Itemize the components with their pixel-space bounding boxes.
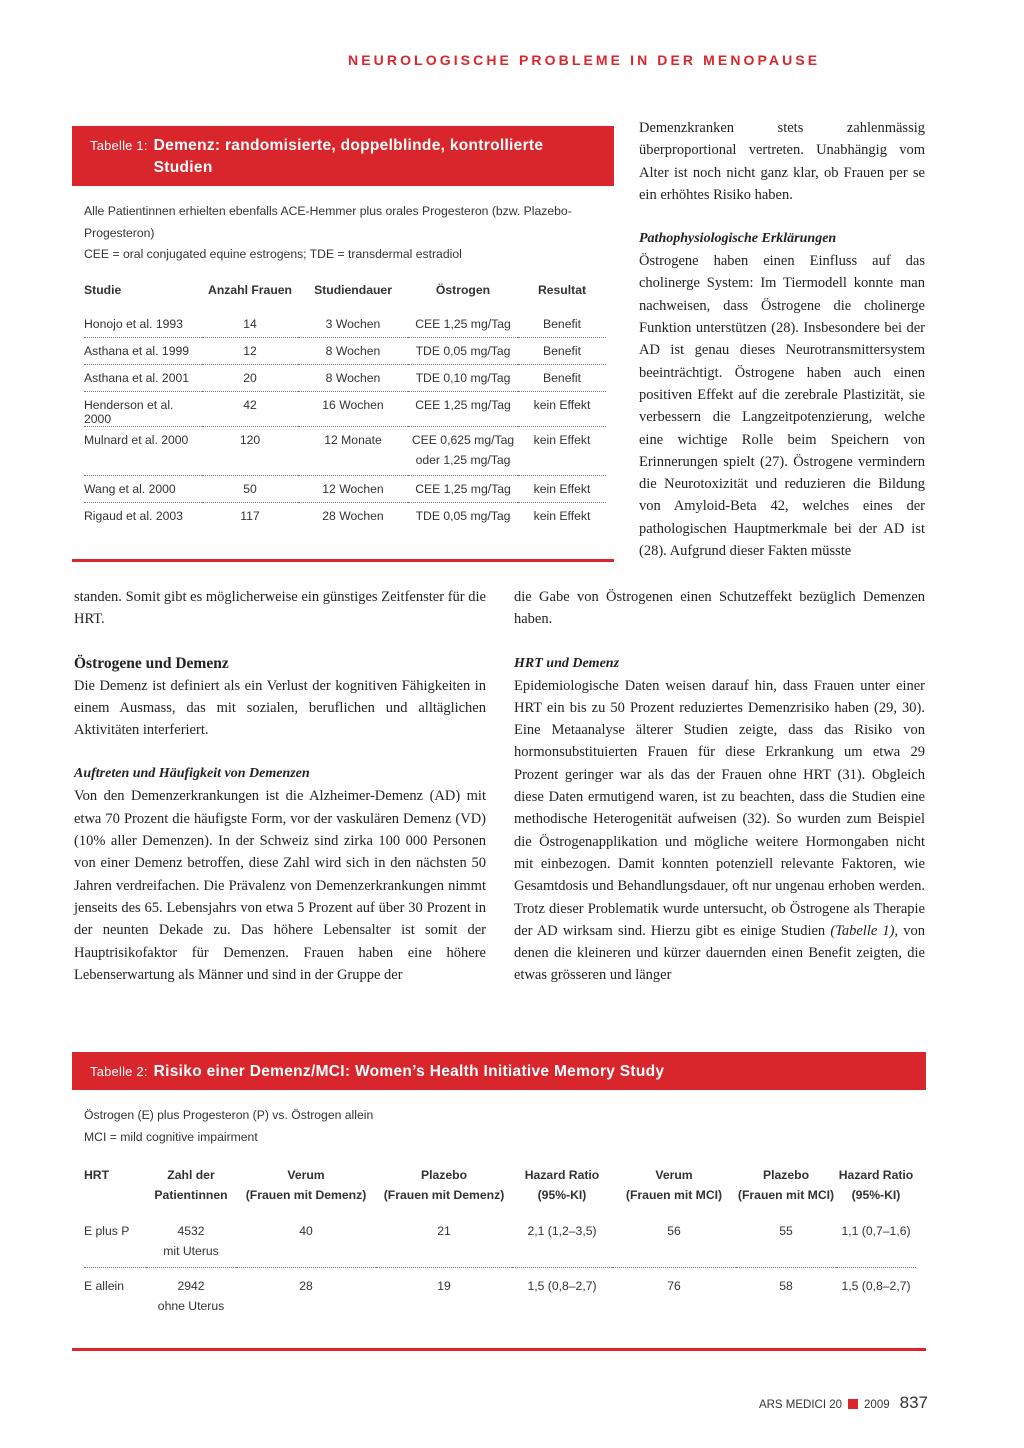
header-line: (Frauen mit Demenz) <box>383 1188 505 1202</box>
cell-text: 8 Wochen <box>325 344 381 358</box>
cell-text: ohne Uterus <box>157 1298 225 1313</box>
table-1-banner <box>72 126 614 186</box>
table-2-cell <box>736 1213 836 1267</box>
left-column <box>74 586 486 986</box>
table-1-note: Alle Patientinnen erhielten ebenfalls ACE-Hemmer plus orales Progesteron (bzw. Plazebo-Progesteron) <box>84 204 572 240</box>
table-1-header-row <box>84 283 606 311</box>
table-2-header <box>736 1165 836 1213</box>
table-1-title: Demenz: randomisierte, doppelblinde, kontrollierte Studien <box>153 137 544 176</box>
header-line: Patientinnen <box>154 1188 228 1202</box>
count-cell <box>202 427 298 476</box>
header-line: Hazard Ratio <box>524 1168 600 1182</box>
cell-text: 2942 <box>177 1278 205 1293</box>
header-line: Verum <box>655 1168 693 1182</box>
table-2-cell <box>84 1213 146 1267</box>
cell-text: CEE 1,25 mg/Tag <box>415 398 511 412</box>
cell-text: kein Effekt <box>533 398 591 412</box>
estrogen-cell <box>408 311 518 338</box>
cell-text: TDE 0,05 mg/Tag <box>415 344 511 358</box>
right-column-bottom <box>514 586 925 987</box>
paragraph-text: von denen die kleineren und kürzer dauernden einen Benefit zeigten, die etwas grösseren und länger <box>514 922 926 984</box>
header-line: Verum <box>287 1168 325 1182</box>
table-2-cell <box>84 1267 146 1321</box>
table-1-header: Östrogen <box>435 282 491 297</box>
study-cell <box>84 427 202 476</box>
header-line: Zahl der <box>167 1168 215 1182</box>
paragraph: die Gabe von Östrogenen einen Schutzeffekt bezüglich Demenzen haben. <box>514 589 925 628</box>
red-square-icon <box>848 1399 858 1409</box>
table-row <box>84 503 606 530</box>
estrogen-cell <box>408 365 518 392</box>
cell-text: CEE 0,625 mg/Tag <box>411 433 515 447</box>
cell-text: 19 <box>437 1278 451 1293</box>
paragraph: Demenzkranken stets zahlenmässig überproportional vertreten. Unabhängig vom Alter ist noch nicht ganz klar, ob Frauen per se ein erhöhtes Risiko haben. <box>639 120 925 203</box>
estrogen-cell <box>408 392 518 427</box>
cell-text: Henderson et al. 2000 <box>84 398 174 426</box>
table-2-header <box>84 1165 146 1213</box>
cell-text: 76 <box>667 1278 681 1293</box>
duration-cell <box>298 392 408 427</box>
cell-text: Rigaud et al. 2003 <box>84 509 183 523</box>
table-1-header: Anzahl Frauen <box>208 282 292 297</box>
header-line: (95%-KI) <box>851 1188 901 1202</box>
result-cell <box>518 503 606 530</box>
duration-cell <box>298 311 408 338</box>
estrogen-cell <box>408 427 518 476</box>
right-column-top <box>639 117 925 562</box>
paragraph: Östrogene haben einen Einfluss auf das cholinerge System: Im Tiermodell konnte man nachweisen, dass Östrogene die cholinerge Funktion unterstützen (28). Insbesondere bei der AD ist genau dieses Neurotransmittersystem beeinträchtigt. Östrogene haben auch einen positiven Effekt auf die zerebrale Plastizität, sie verbessern die Langzeitpotenzierung, welche eine wichtige Rolle beim Speichern von Erinnerungen spielt (27). Östrogene vermindern die Neurotoxizität und reduzieren die Bildung von Amyloid-Beta 42, welches eines der pathologischen Hauptmerkmale bei der AD ist (28). Aufgrund dieser Fakten müsste <box>639 253 925 560</box>
study-cell <box>84 476 202 503</box>
table-row <box>84 338 606 365</box>
duration-cell <box>298 476 408 503</box>
cell-text: kein Effekt <box>533 433 591 447</box>
table-2-cell <box>512 1213 612 1267</box>
cell-text: TDE 0,10 mg/Tag <box>415 371 511 385</box>
table-2-cell <box>146 1213 236 1267</box>
table-row <box>84 392 606 427</box>
cell-text: 50 <box>243 482 257 496</box>
table-2-cell <box>236 1267 376 1321</box>
table-1-note: CEE = oral conjugated equine estrogens; TDE = transdermal estradiol <box>84 247 462 261</box>
estrogen-cell <box>408 338 518 365</box>
result-cell <box>518 311 606 338</box>
cell-text: 12 Wochen <box>322 482 384 496</box>
section-heading: Pathophysiologische Erklärungen <box>639 231 837 247</box>
cell-text: 20 <box>243 371 257 385</box>
table-2-cell <box>236 1213 376 1267</box>
cell-text: E allein <box>84 1278 124 1293</box>
study-cell <box>84 338 202 365</box>
table-1-header: Studiendauer <box>314 282 392 297</box>
cell-text: 28 Wochen <box>322 509 384 523</box>
table-2-cell <box>376 1267 512 1321</box>
cell-text: 1,5 (0,8–2,7) <box>527 1278 597 1293</box>
cell-text: 12 <box>243 344 257 358</box>
cell-text: 28 <box>299 1278 313 1293</box>
cell-text: 58 <box>779 1278 793 1293</box>
cell-text: Benefit <box>543 316 581 331</box>
table-2-header <box>146 1165 236 1213</box>
result-cell <box>518 427 606 476</box>
header-line: (Frauen mit MCI) <box>737 1188 835 1202</box>
cell-text: 117 <box>240 509 260 523</box>
cell-text: 1,5 (0,8–2,7) <box>841 1278 911 1293</box>
cell-text: 55 <box>779 1224 793 1238</box>
table-2-note: MCI = mild cognitive impairment <box>84 1129 258 1144</box>
running-head: NEUROLOGISCHE PROBLEME IN DER MENOPAUSE <box>348 52 821 68</box>
table-1-bottom-rule <box>72 559 614 562</box>
cell-text: 12 Monate <box>324 433 382 447</box>
cell-text: 56 <box>667 1224 681 1238</box>
result-cell <box>518 392 606 427</box>
table-1-grid <box>84 283 606 530</box>
cell-text: Benefit <box>543 371 581 385</box>
table-2-header-row <box>84 1165 916 1213</box>
count-cell <box>202 311 298 338</box>
study-cell <box>84 392 202 427</box>
table-2-cell <box>376 1213 512 1267</box>
table-2-cell <box>612 1267 736 1321</box>
count-cell <box>202 392 298 427</box>
result-cell <box>518 365 606 392</box>
table-2-bottom-rule <box>72 1348 926 1351</box>
estrogen-cell <box>408 503 518 530</box>
table-2-header <box>612 1165 736 1213</box>
table-reference: (Tabelle 1), <box>830 922 899 939</box>
table-row <box>84 1213 916 1267</box>
paragraph: Von den Demenzerkrankungen ist die Alzheimer-Demenz (AD) mit etwa 70 Prozent die häufigste Form, vor der vaskulären Demenz (VD) (10% aller Demenzen). In der Schweiz sind zirka 100 000 Personen von einer Demenz betroffen, diese Zahl wird sich in den nächsten 50 Jahren verdreifachen. Die Prävalenz von Demenzerkrankungen nimmt jenseits des 65. Lebensjahrs von etwa 5 Prozent auf über 30 Prozent in der neunten Dekade zu. Das höhere Lebensalter ist somit der Hauptrisikofaktor für Demenzen. Frauen haben eine höhere Lebenserwartung als Männer und sind in der Gruppe der <box>74 788 486 983</box>
count-cell <box>202 338 298 365</box>
header-line: (95%-KI) <box>537 1188 587 1202</box>
table-2-cell <box>736 1267 836 1321</box>
table-2-header <box>836 1165 916 1213</box>
table-row <box>84 427 606 476</box>
result-cell <box>518 476 606 503</box>
table-1-label: Tabelle 1: <box>90 138 148 153</box>
table-2-header <box>376 1165 512 1213</box>
section-heading: Auftreten und Häufigkeit von Demenzen <box>74 766 310 782</box>
cell-text: oder 1,25 mg/Tag <box>415 453 511 467</box>
table-row <box>84 311 606 338</box>
cell-text: 14 <box>243 316 257 331</box>
cell-text: 16 Wochen <box>322 398 384 412</box>
cell-text: 21 <box>437 1224 451 1238</box>
header-line: Hazard Ratio <box>838 1168 914 1182</box>
header-line: HRT <box>84 1168 110 1182</box>
cell-text: 4532 <box>177 1224 205 1238</box>
table-2-title: Risiko einer Demenz/MCI: Women’s Health Initiative Memory Study <box>153 1063 665 1080</box>
table-2-cell <box>146 1267 236 1321</box>
cell-text: Mulnard et al. 2000 <box>84 433 189 447</box>
duration-cell <box>298 338 408 365</box>
study-cell <box>84 503 202 530</box>
section-heading: HRT und Demenz <box>514 655 620 671</box>
table-2-grid <box>84 1165 916 1321</box>
result-cell <box>518 338 606 365</box>
cell-text: 1,1 (0,7–1,6) <box>841 1224 911 1238</box>
paragraph-text: Epidemiologische Daten weisen darauf hin, dass Frauen unter einer HRT ein bis zu 50 Prozent reduziertes Demenzrisiko haben (29, 30). Eine Metaanalyse älterer Studien zeigte, dass das Risiko von hormonsubstituierten Frauen für diese Erkrankung um etwa 29 Prozent geringer war als das der Frauen ohne HRT (31). Obgleich diese Daten ermutigend waren, ist zu beachten, dass die Studien eine methodische Heterogenität aufweisen (32). So wurden zum Beispiel die Östrogenapplikation und mögliche weitere Hormongaben nicht mit einbezogen. Damit konnten potenziell relevante Faktoren, wie Gesamtdosis und Behandlungsdauer, oft nur ungenau erhoben werden. Trotz dieser Problematik wurde untersucht, ob Östrogene als Therapie der AD wirksam sind. Hierzu gibt es einige Studien <box>514 677 925 939</box>
table-2 <box>72 1052 926 1351</box>
table-2-cell <box>512 1267 612 1321</box>
cell-text: Asthana et al. 1999 <box>84 344 190 358</box>
page-number: 837 <box>899 1393 928 1412</box>
table-2-cell <box>836 1267 916 1321</box>
duration-cell <box>298 427 408 476</box>
table-2-note: Östrogen (E) plus Progesteron (P) vs. Östrogen allein <box>84 1108 374 1122</box>
section-heading: Östrogene und Demenz <box>74 654 229 672</box>
cell-text: kein Effekt <box>533 482 591 496</box>
cell-text: Wang et al. 2000 <box>84 482 176 496</box>
cell-text: CEE 1,25 mg/Tag <box>415 316 511 331</box>
cell-text: Benefit <box>543 344 581 358</box>
cell-text: 42 <box>243 398 257 412</box>
estrogen-cell <box>408 476 518 503</box>
table-2-label: Tabelle 2: <box>90 1064 148 1079</box>
cell-text: 2,1 (1,2–3,5) <box>527 1224 597 1238</box>
cell-text: Asthana et al. 2001 <box>84 371 190 385</box>
journal-year: 2009 <box>864 1399 890 1411</box>
table-2-header <box>512 1165 612 1213</box>
table-1-notes <box>84 201 574 266</box>
cell-text: Honojo et al. 1993 <box>84 316 183 331</box>
paragraph: Die Demenz ist definiert als ein Verlust der kognitiven Fähigkeiten in einem Ausmass, das mit sozialen, beruflichen und alltäglichen Aktivitäten interferiert. <box>74 677 486 739</box>
table-2-banner <box>72 1052 926 1090</box>
header-line: Plazebo <box>762 1168 810 1182</box>
table-2-cell <box>836 1213 916 1267</box>
cell-text: TDE 0,05 mg/Tag <box>415 509 511 523</box>
cell-text: 120 <box>239 433 261 447</box>
table-row <box>84 365 606 392</box>
table-1 <box>72 126 614 562</box>
page-footer <box>759 1393 928 1413</box>
header-line: Plazebo <box>420 1168 468 1182</box>
cell-text: CEE 1,25 mg/Tag <box>415 482 511 496</box>
journal-name: ARS MEDICI 20 <box>758 1399 843 1411</box>
table-2-notes <box>84 1105 926 1148</box>
cell-text: kein Effekt <box>533 509 591 523</box>
study-cell <box>84 311 202 338</box>
table-row <box>84 1267 916 1321</box>
cell-text: E plus P <box>84 1224 130 1238</box>
cell-text: 40 <box>299 1224 313 1238</box>
cell-text: mit Uterus <box>163 1244 219 1258</box>
table-2-header <box>236 1165 376 1213</box>
table-row <box>84 476 606 503</box>
study-cell <box>84 365 202 392</box>
paragraph <box>514 675 925 987</box>
count-cell <box>202 503 298 530</box>
header-line: (Frauen mit Demenz) <box>245 1188 367 1202</box>
count-cell <box>202 476 298 503</box>
cell-text: 8 Wochen <box>325 371 381 385</box>
table-2-cell <box>612 1213 736 1267</box>
duration-cell <box>298 365 408 392</box>
count-cell <box>202 365 298 392</box>
paragraph: standen. Somit gibt es möglicherweise ein günstiges Zeitfenster für die HRT. <box>74 589 486 628</box>
table-1-header: Resultat <box>537 282 587 297</box>
cell-text: 3 Wochen <box>325 316 381 331</box>
duration-cell <box>298 503 408 530</box>
header-line: (Frauen mit MCI) <box>625 1188 723 1202</box>
table-1-header: Studie <box>84 282 122 297</box>
